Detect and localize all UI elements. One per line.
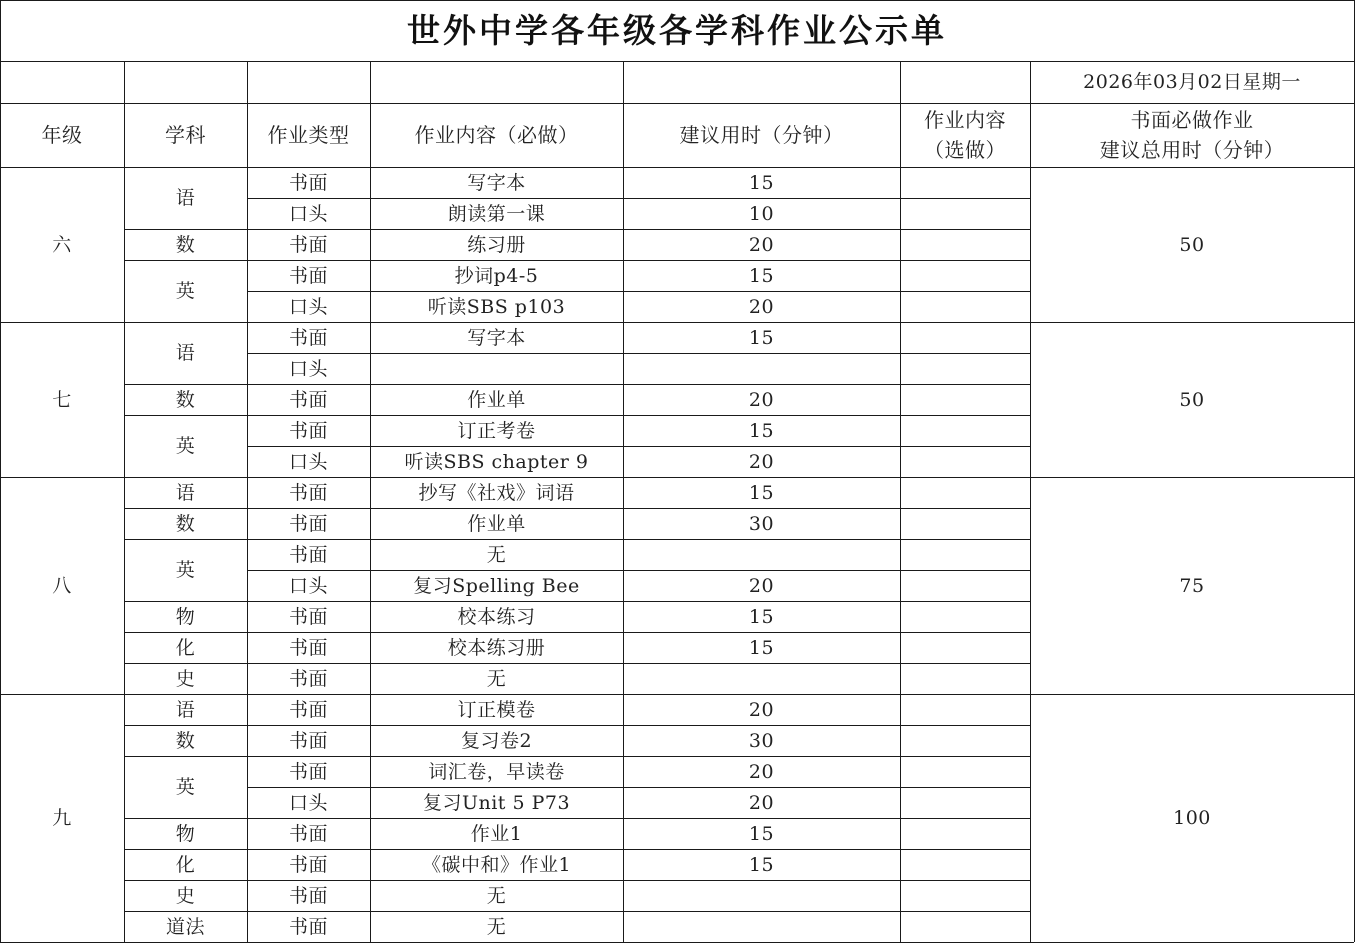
cell-content: 订正模卷 — [457, 698, 536, 721]
header-optional: 作业内容 （选做） — [924, 108, 1006, 162]
cell-type: 书面 — [288, 636, 328, 659]
cell-optional — [900, 415, 1030, 446]
cell-time: 15 — [748, 853, 775, 876]
cell-content: 听读SBS p103 — [427, 295, 566, 318]
cell-time: 15 — [748, 264, 775, 287]
cell-time — [623, 911, 900, 942]
cell-type: 口头 — [288, 295, 328, 318]
cell-time: 20 — [748, 233, 775, 256]
header-content: 作业内容（必做） — [414, 123, 579, 147]
cell-subject: 数 — [175, 233, 196, 256]
cell-time: 20 — [748, 388, 775, 411]
header-total: 书面必做作业 建议总用时（分钟） — [1099, 108, 1285, 162]
cell-time: 15 — [748, 171, 775, 194]
column-divider — [623, 61, 624, 942]
cell-optional — [900, 787, 1030, 818]
cell-content: 无 — [486, 884, 507, 907]
cell-optional — [900, 725, 1030, 756]
cell-optional — [900, 663, 1030, 694]
cell-subject: 化 — [175, 636, 196, 659]
cell-content: 《碳中和》作业1 — [421, 853, 572, 876]
cell-type: 书面 — [288, 605, 328, 628]
cell-type: 书面 — [288, 729, 328, 752]
cell-time: 30 — [748, 512, 775, 535]
cell-optional — [900, 322, 1030, 353]
cell-subject: 道法 — [165, 915, 205, 938]
cell-time: 15 — [748, 636, 775, 659]
cell-optional — [900, 353, 1030, 384]
cell-optional — [900, 539, 1030, 570]
cell-subject: 语 — [175, 342, 196, 364]
cell-type: 书面 — [288, 419, 328, 442]
column-divider — [124, 61, 125, 942]
cell-type: 口头 — [288, 450, 328, 473]
title-divider — [0, 61, 1355, 62]
cell-content: 抄词p4-5 — [454, 264, 539, 287]
cell-optional — [900, 384, 1030, 415]
cell-type: 书面 — [288, 481, 328, 504]
header-subject: 学科 — [165, 123, 206, 147]
cell-content: 校本练习册 — [447, 636, 546, 659]
cell-time — [623, 880, 900, 911]
cell-optional — [900, 570, 1030, 601]
cell-subject: 语 — [175, 187, 196, 209]
page-title: 世外中学各年级各学科作业公示单 — [407, 10, 947, 50]
header-grade: 年级 — [41, 123, 83, 147]
cell-content: 订正考卷 — [457, 419, 536, 442]
cell-time — [623, 353, 900, 384]
cell-type: 书面 — [288, 326, 328, 349]
cell-optional — [900, 601, 1030, 632]
cell-optional — [900, 911, 1030, 942]
cell-subject: 语 — [175, 481, 196, 504]
cell-time: 20 — [748, 698, 775, 721]
column-divider — [900, 61, 901, 942]
cell-content: 复习卷2 — [460, 729, 533, 752]
cell-content: 无 — [486, 543, 507, 566]
cell-grade: 八 — [52, 574, 72, 597]
cell-time — [623, 663, 900, 694]
cell-type: 书面 — [288, 233, 328, 256]
header-type: 作业类型 — [267, 123, 350, 147]
cell-time — [623, 539, 900, 570]
cell-time: 15 — [748, 419, 775, 442]
cell-type: 口头 — [288, 357, 328, 380]
cell-subject: 英 — [175, 435, 196, 457]
cell-total: 100 — [1173, 807, 1211, 829]
cell-time: 10 — [748, 202, 775, 225]
cell-content — [370, 353, 623, 384]
cell-type: 书面 — [288, 853, 328, 876]
cell-content: 朗读第一课 — [447, 202, 546, 225]
column-divider — [370, 61, 371, 942]
cell-content: 校本练习 — [457, 605, 536, 628]
cell-type: 书面 — [288, 884, 328, 907]
cell-optional — [900, 632, 1030, 663]
cell-type: 书面 — [288, 915, 328, 938]
cell-time: 20 — [748, 295, 775, 318]
cell-content: 无 — [486, 915, 507, 938]
cell-subject: 语 — [175, 698, 196, 721]
cell-type: 口头 — [288, 202, 328, 225]
cell-grade: 六 — [52, 233, 72, 256]
cell-optional — [900, 880, 1030, 911]
cell-total: 75 — [1179, 574, 1205, 597]
cell-content: 作业单 — [467, 388, 526, 411]
cell-optional — [900, 818, 1030, 849]
cell-type: 书面 — [288, 822, 328, 845]
cell-time: 20 — [748, 791, 775, 814]
cell-content: 作业1 — [470, 822, 523, 845]
cell-optional — [900, 477, 1030, 508]
cell-subject: 数 — [175, 729, 196, 752]
cell-optional — [900, 198, 1030, 229]
cell-grade: 九 — [52, 807, 72, 829]
cell-content: 写字本 — [467, 326, 526, 349]
cell-content: 复习Spelling Bee — [413, 574, 580, 597]
cell-type: 书面 — [288, 264, 328, 287]
cell-type: 书面 — [288, 543, 328, 566]
cell-total: 50 — [1179, 233, 1205, 256]
cell-optional — [900, 756, 1030, 787]
date-label: 2026年03月02日星期一 — [1083, 71, 1301, 93]
column-divider — [247, 61, 248, 942]
cell-subject: 数 — [175, 388, 196, 411]
cell-content: 听读SBS chapter 9 — [404, 450, 589, 473]
cell-subject: 物 — [175, 822, 196, 845]
cell-total: 50 — [1179, 388, 1205, 411]
cell-content: 练习册 — [467, 233, 526, 256]
cell-time: 15 — [748, 326, 775, 349]
cell-content: 复习Unit 5 P73 — [422, 791, 571, 814]
cell-content: 抄写《社戏》词语 — [418, 481, 575, 504]
cell-time: 15 — [748, 605, 775, 628]
cell-type: 口头 — [288, 791, 328, 814]
cell-subject: 史 — [175, 667, 196, 690]
cell-content: 作业单 — [467, 512, 526, 535]
cell-subject: 英 — [175, 559, 196, 581]
cell-optional — [900, 446, 1030, 477]
cell-subject: 化 — [175, 853, 196, 876]
cell-type: 书面 — [288, 171, 328, 194]
cell-time: 15 — [748, 481, 775, 504]
cell-type: 书面 — [288, 388, 328, 411]
cell-optional — [900, 260, 1030, 291]
cell-content: 写字本 — [467, 171, 526, 194]
cell-type: 书面 — [288, 667, 328, 690]
header-divider — [0, 167, 1355, 168]
date-divider — [0, 103, 1355, 104]
cell-time: 20 — [748, 760, 775, 783]
column-divider — [1030, 61, 1031, 942]
cell-subject: 英 — [175, 280, 196, 302]
cell-time: 20 — [748, 450, 775, 473]
cell-content: 无 — [486, 667, 507, 690]
cell-type: 书面 — [288, 698, 328, 721]
cell-time: 20 — [748, 574, 775, 597]
column-divider — [0, 0, 1, 942]
cell-optional — [900, 291, 1030, 322]
cell-optional — [900, 167, 1030, 198]
cell-optional — [900, 849, 1030, 880]
header-time: 建议用时（分钟） — [679, 123, 844, 147]
cell-grade: 七 — [52, 388, 72, 411]
cell-subject: 数 — [175, 512, 196, 535]
cell-time: 15 — [748, 822, 775, 845]
cell-subject: 英 — [175, 776, 196, 798]
cell-content: 词汇卷，早读卷 — [428, 760, 565, 783]
cell-optional — [900, 229, 1030, 260]
top-border — [0, 0, 1355, 1]
cell-subject: 物 — [175, 605, 196, 628]
cell-type: 口头 — [288, 574, 328, 597]
cell-optional — [900, 694, 1030, 725]
cell-optional — [900, 508, 1030, 539]
cell-type: 书面 — [288, 760, 328, 783]
cell-type: 书面 — [288, 512, 328, 535]
cell-subject: 史 — [175, 884, 196, 907]
cell-time: 30 — [748, 729, 775, 752]
